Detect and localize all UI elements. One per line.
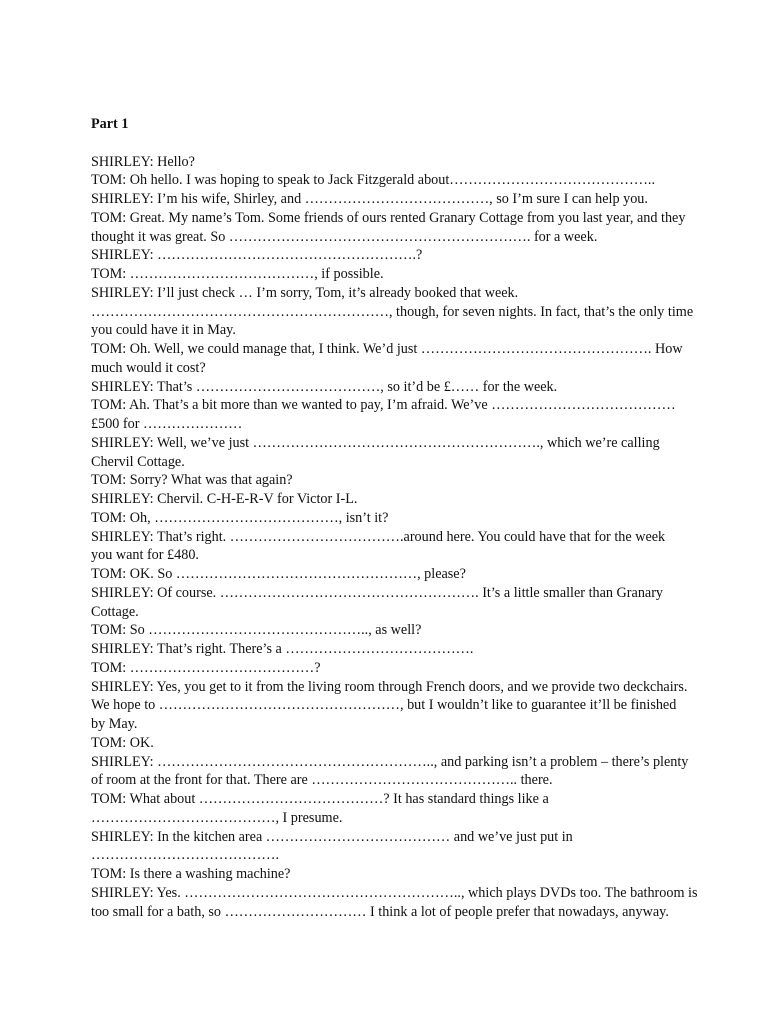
dialogue-line: SHIRLEY: I’m his wife, Shirley, and …………………………………, so I’m sure I can help you. [91,191,648,207]
section-heading: Part 1 [91,116,129,132]
dialogue-line: TOM: Ah. That’s a bit more than we wanted to pay, I’m afraid. We’ve ………………………………… [91,397,676,414]
dialogue-line: too small for a bath, so ………………………… I think a lot of people prefer that nowadays, anyway. [91,903,669,920]
dialogue-transcript [91,153,698,922]
dialogue-line: SHIRLEY: That’s right. ……………………………….around here. You could have that for the week [91,528,666,545]
dialogue-line: TOM: …………………………………? [91,659,321,676]
dialogue-line: SHIRLEY: ……………………………………………….? [91,247,423,264]
dialogue-line: TOM: OK. So ……………………………………………, please? [91,566,466,582]
dialogue-line: SHIRLEY: I’ll just check … I’m sorry, Tom, it’s already booked that week. [91,284,519,301]
dialogue-line: ………………………………………………………, though, for seven nights. In fact, that’s the only time [91,303,694,320]
dialogue-line: We hope to ……………………………………………, but I wouldn’t like to guarantee it’ll be finished [91,697,677,714]
document-page [91,115,698,921]
dialogue-line: Chervil Cottage. [91,453,185,470]
dialogue-line: SHIRLEY: That’s …………………………………, so it’d be £…… for the week. [91,378,558,395]
dialogue-line: of room at the front for that. There are …………………………………….. there. [91,772,553,789]
dialogue-line: SHIRLEY: Well, we’ve just ……………………………………………………., which we’re calling [91,434,660,451]
dialogue-line: TOM: Oh hello. I was hoping to speak to Jack Fitzgerald about…………………………………….. [91,172,656,189]
dialogue-line: TOM: Oh, …………………………………, isn’t it? [91,509,389,526]
dialogue-line: TOM: Oh. Well, we could manage that, I think. We’d just …………………………………………. How [91,341,683,357]
dialogue-line: thought it was great. So ………………………………………………………. for a week. [91,228,598,245]
dialogue-line: SHIRLEY: In the kitchen area ………………………………… and we’ve just put in [91,828,573,845]
dialogue-line: SHIRLEY: That’s right. There’s a …………………………………. [91,641,474,657]
dialogue-line: SHIRLEY: Chervil. C-H-E-R-V for Victor I-L. [91,491,358,507]
dialogue-line: SHIRLEY: Of course. ………………………………………………. It’s a little smaller than Granary [91,584,664,601]
dialogue-line: …………………………………, I presume. [91,809,343,826]
dialogue-line: TOM: Great. My name’s Tom. Some friends of ours rented Granary Cottage from you last year, and they [91,209,686,226]
dialogue-line: you could have it in May. [91,322,236,339]
dialogue-line: …………………………………. [91,847,279,864]
dialogue-line: TOM: So ……………………………………….., as well? [91,622,422,639]
dialogue-line: TOM: OK. [91,734,154,751]
dialogue-line: much would it cost? [91,359,206,376]
dialogue-line: you want for £480. [91,547,199,564]
dialogue-line: by May. [91,716,138,732]
dialogue-line: TOM: What about …………………………………? It has standard things like a [91,791,549,807]
dialogue-line: TOM: …………………………………, if possible. [91,266,384,282]
dialogue-line: SHIRLEY: Hello? [91,153,195,170]
dialogue-line: SHIRLEY: Yes. ………………………………………………….., which plays DVDs too. The bathroom is [91,884,698,901]
dialogue-line: Cottage. [91,603,139,620]
dialogue-line: SHIRLEY: Yes, you get to it from the living room through French doors, and we provide two deckchairs. [91,678,688,695]
dialogue-line: £500 for ………………… [91,416,243,432]
dialogue-line: TOM: Sorry? What was that again? [91,472,293,489]
dialogue-line: SHIRLEY: ………………………………………………….., and parking isn’t a problem – there’s plenty [91,753,689,770]
dialogue-line: TOM: Is there a washing machine? [91,866,291,882]
